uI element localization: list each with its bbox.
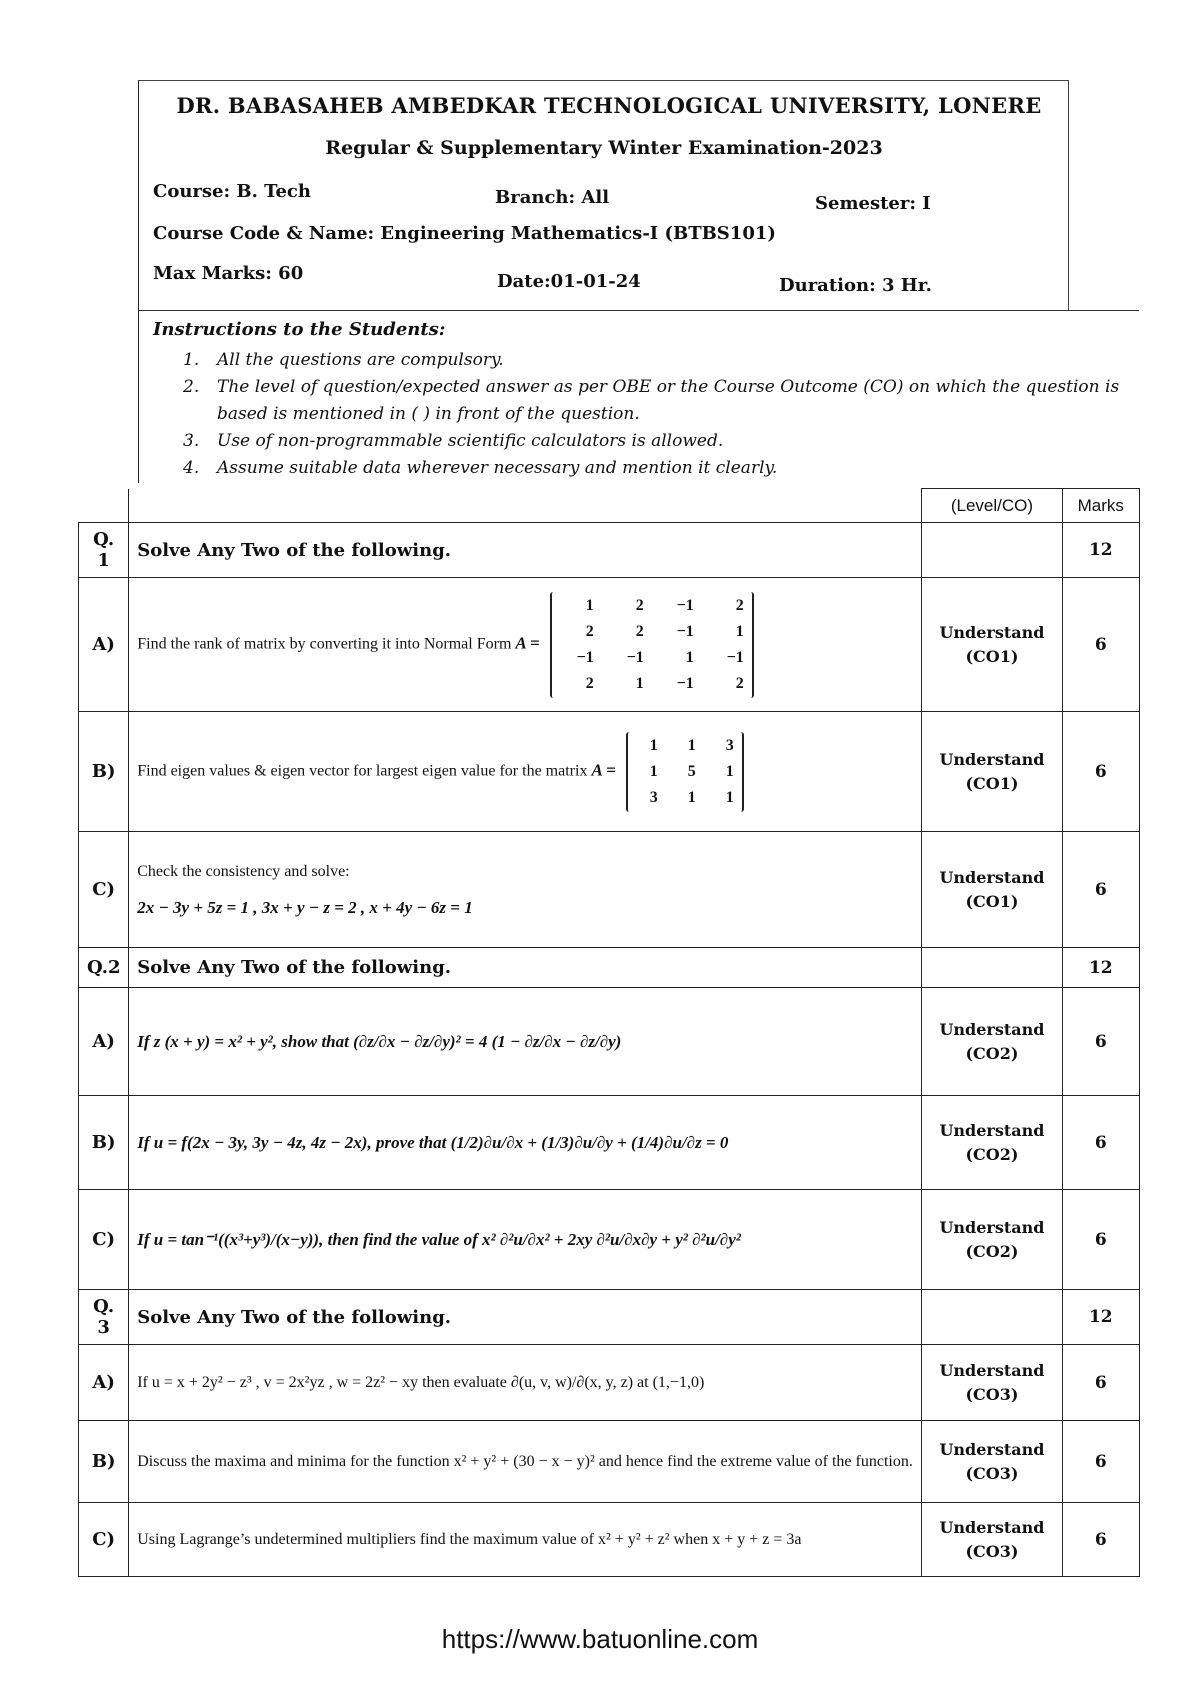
section-marks: 12: [1062, 1290, 1139, 1345]
level-co: Understand (CO3): [922, 1345, 1062, 1421]
instruction-item: 3. Use of non-programmable scientific calculators is allowed.: [183, 431, 724, 451]
exam-title: Regular & Supplementary Winter Examination-2023: [325, 137, 883, 159]
exam-header: [138, 80, 1069, 311]
matrix-3x3: 1 1 3 1 5 1 3 1 1: [626, 732, 744, 812]
sub-question-label: C): [79, 1503, 129, 1577]
question-text: If u = tan⁻¹((x³+y³)/(x−y)), then find the value of x² ∂²u/∂x² + 2xy ∂²u/∂x∂y + y² ∂²u/∂y²: [129, 1190, 922, 1290]
question-number: Q.2: [79, 948, 129, 988]
header-right-rule: [1068, 80, 1069, 310]
question-marks: 6: [1062, 712, 1139, 832]
question-row-q3b: [79, 1421, 1140, 1503]
question-text: If z (x + y) = x² + y², show that (∂z/∂x − ∂z/∂y)² = 4 (1 − ∂z/∂x − ∂z/∂y): [129, 988, 922, 1096]
course-code-name: Course Code & Name: Engineering Mathematics-I (BTBS101): [153, 223, 776, 244]
sub-question-label: B): [79, 1096, 129, 1190]
question-text: If u = x + 2y² − z³ , v = 2x²yz , w = 2z² − xy then evaluate ∂(u, v, w)/∂(x, y, z) at (1,−1,0): [129, 1345, 922, 1421]
equations: 2x − 3y + 5z = 1 , 3x + y − z = 2 , x + 4y − 6z = 1: [137, 897, 473, 917]
sub-question-label: B): [79, 1421, 129, 1503]
footer-url[interactable]: https://www.batuonline.com: [441, 1624, 759, 1654]
level-co: Understand (CO1): [922, 578, 1062, 712]
duration: Duration: 3 Hr.: [779, 275, 932, 296]
question-marks: 6: [1062, 1345, 1139, 1421]
question-marks: 6: [1062, 1421, 1139, 1503]
question-row-q2b: [79, 1096, 1140, 1190]
question-text: Discuss the maxima and minima for the function x² + y² + (30 − x − y)² and hence find the extreme value of the function.: [129, 1421, 922, 1503]
university-name: DR. BABASAHEB AMBEDKAR TECHNOLOGICAL UNIVERSITY, LONERE: [176, 93, 1042, 118]
section-title: Solve Any Two of the following.: [129, 1290, 922, 1345]
questions-table: [78, 488, 1140, 1577]
section-row-q3: [79, 1290, 1140, 1345]
question-text: Check the consistency and solve: 2x − 3y + 5z = 1 , 3x + y − z = 2 , x + 4y − 6z = 1: [129, 832, 922, 948]
question-row-q1b: [79, 712, 1140, 832]
instructions: [138, 310, 1139, 483]
question-text: Find eigen values & eigen vector for largest eigen value for the matrix A = 1 1 3 1 5 1 3 1 1: [129, 712, 922, 832]
level-co: Understand (CO1): [922, 712, 1062, 832]
section-row-q1: [79, 523, 1140, 578]
question-number: Q. 3: [79, 1290, 129, 1345]
level-co-header: (Level/CO): [922, 489, 1062, 523]
question-row-q2a: [79, 988, 1140, 1096]
question-marks: 6: [1062, 1096, 1139, 1190]
course: Course: B. Tech: [153, 181, 311, 202]
question-marks: 6: [1062, 988, 1139, 1096]
question-marks: 6: [1062, 1190, 1139, 1290]
sub-question-label: A): [79, 988, 129, 1096]
section-marks: 12: [1062, 523, 1139, 578]
level-co: Understand (CO2): [922, 988, 1062, 1096]
instructions-title: Instructions to the Students:: [153, 319, 446, 340]
sub-question-label: C): [79, 1190, 129, 1290]
question-row-q1a: [79, 578, 1140, 712]
exam-sheet: [78, 80, 1140, 1620]
semester: Semester: I: [815, 193, 931, 214]
question-text: If u = f(2x − 3y, 3y − 4z, 4z − 2x), prove that (1/2)∂u/∂x + (1/3)∂u/∂y + (1/4)∂u/∂z = 0: [129, 1096, 922, 1190]
question-row-q3c: [79, 1503, 1140, 1577]
question-row-q3a: [79, 1345, 1140, 1421]
max-marks: Max Marks: 60: [153, 263, 304, 284]
table-header-row: [79, 489, 1140, 523]
section-row-q2: [79, 948, 1140, 988]
section-title: Solve Any Two of the following.: [129, 948, 922, 988]
exam-date: Date:01-01-24: [497, 271, 641, 292]
question-marks: 6: [1062, 832, 1139, 948]
level-co: Understand (CO1): [922, 832, 1062, 948]
question-number: Q. 1: [79, 523, 129, 578]
question-text: Using Lagrange’s undetermined multipliers find the maximum value of x² + y² + z² when x + y + z = 3a: [129, 1503, 922, 1577]
question-row-q2c: [79, 1190, 1140, 1290]
level-co: Understand (CO2): [922, 1190, 1062, 1290]
sub-question-label: A): [79, 578, 129, 712]
sub-question-label: A): [79, 1345, 129, 1421]
section-marks: 12: [1062, 948, 1139, 988]
instruction-item: 1. All the questions are compulsory.: [183, 350, 504, 370]
question-text: Find the rank of matrix by converting it into Normal Form A = 1 2 −1 2 2 2 −1 1 −1 −1 1 −1 2 1 −1 2: [129, 578, 922, 712]
level-co: Understand (CO3): [922, 1503, 1062, 1577]
section-title: Solve Any Two of the following.: [129, 523, 922, 578]
marks-header: Marks: [1062, 489, 1139, 523]
sub-question-label: B): [79, 712, 129, 832]
level-co: Understand (CO2): [922, 1096, 1062, 1190]
instructions-list: [183, 347, 1133, 482]
matrix-4x4: 1 2 −1 2 2 2 −1 1 −1 −1 1 −1 2 1 −1 2: [550, 592, 754, 698]
instruction-item: 2. The level of question/expected answer as per OBE or the Course Outcome (CO) on which the question is based is mentioned in ( ) in front of the question.: [183, 377, 1120, 424]
sub-question-label: C): [79, 832, 129, 948]
branch: Branch: All: [495, 187, 610, 208]
question-marks: 6: [1062, 578, 1139, 712]
question-row-q1c: [79, 832, 1140, 948]
level-co: Understand (CO3): [922, 1421, 1062, 1503]
question-marks: 6: [1062, 1503, 1139, 1577]
instruction-item: 4. Assume suitable data wherever necessary and mention it clearly.: [183, 458, 778, 478]
